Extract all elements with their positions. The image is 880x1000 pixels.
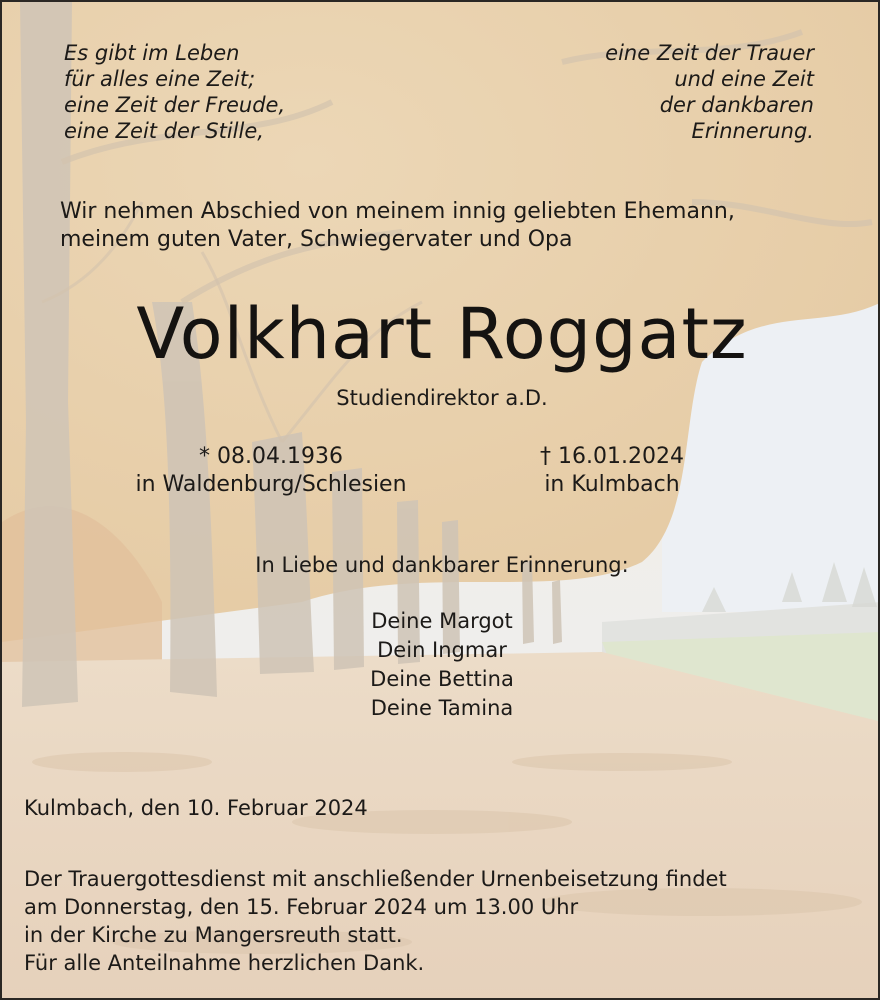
poem-left-line: für alles eine Zeit; (64, 67, 256, 91)
poem-right-line: der dankbaren (659, 93, 814, 117)
death-info (532, 443, 692, 499)
mourner-list (2, 607, 880, 723)
place-and-date: Kulmbach, den 10. Februar 2024 (24, 796, 368, 820)
service-line: Der Trauergottesdienst mit anschließender Urnenbeisetzung findet (24, 867, 727, 891)
birth-place: in Waldenburg/Schlesien (135, 472, 407, 497)
mourner-name: Dein Ingmar (377, 638, 507, 662)
death-place: in Kulmbach (544, 472, 680, 497)
poem-right-line: Erinnerung. (691, 119, 814, 143)
poem-left-line: eine Zeit der Stille, (64, 119, 264, 143)
service-line: in der Kirche zu Mangersreuth statt. (24, 923, 403, 947)
mourner-name: Deine Margot (371, 609, 513, 633)
deceased-name: Volkhart Roggatz (136, 293, 748, 375)
mourner-name: Deine Tamina (370, 696, 514, 720)
poem-left (64, 40, 285, 144)
farewell-intro (60, 198, 735, 254)
birth-date: * 08.04.1936 (199, 444, 343, 469)
poem-right (605, 40, 814, 144)
mourner-name: Deine Bettina (370, 667, 514, 691)
intro-line: Wir nehmen Abschied von meinem innig geliebten Ehemann, (60, 199, 735, 224)
birth-info (120, 443, 422, 499)
autumn-tree-avenue-image (2, 2, 880, 1000)
poem-left-line: Es gibt im Leben (64, 41, 240, 65)
service-line: Für alle Anteilnahme herzlichen Dank. (24, 951, 425, 975)
service-line: am Donnerstag, den 15. Februar 2024 um 13.00 Uhr (24, 895, 579, 919)
intro-line: meinem guten Vater, Schwiegervater und Opa (60, 227, 573, 252)
service-details (24, 865, 727, 977)
poem-right-line: eine Zeit der Trauer (605, 41, 814, 65)
deceased-title: Studiendirektor a.D. (336, 386, 548, 410)
poem-left-line: eine Zeit der Freude, (64, 93, 286, 117)
death-date: † 16.01.2024 (540, 444, 684, 469)
poem-right-line: und eine Zeit (674, 67, 814, 91)
dedication: In Liebe und dankbarer Erinnerung: (255, 553, 629, 577)
